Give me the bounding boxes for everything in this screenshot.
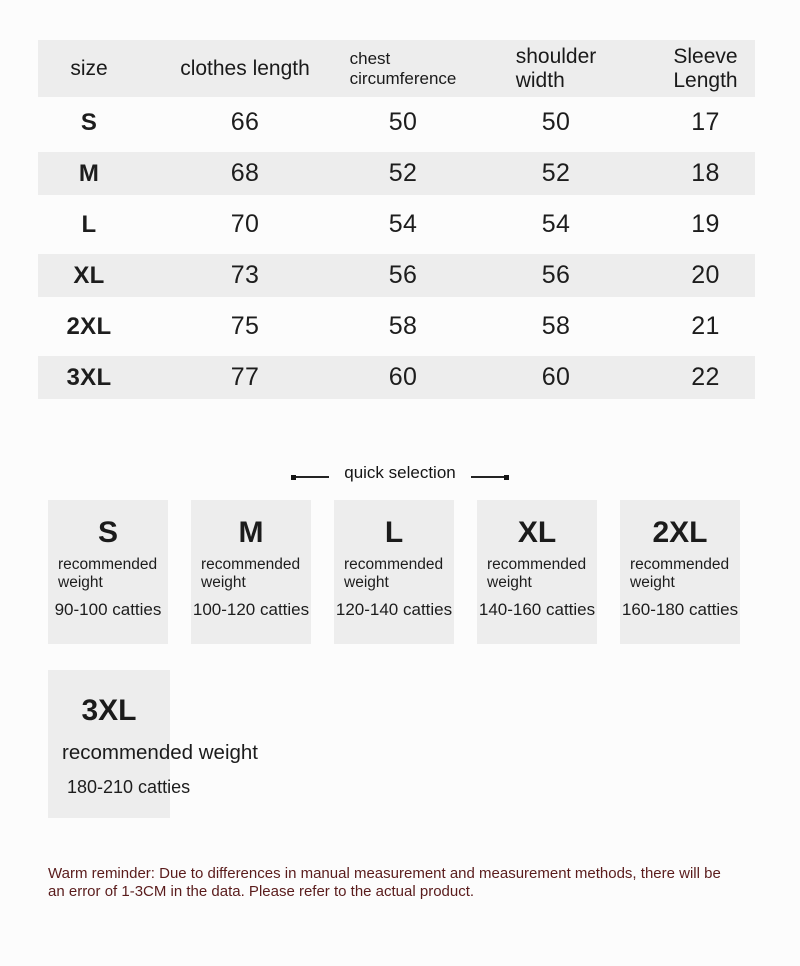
header-cell-size	[38, 40, 140, 97]
size-card-weight-label: recommended weight	[630, 556, 730, 591]
quick-selection-label: quick selection	[344, 463, 456, 482]
size-card-letter: XL	[517, 516, 557, 549]
header-label-clothes-length: clothes length	[180, 56, 310, 80]
size-card-3xl	[48, 670, 258, 818]
size-card-weight-range: 160-180 catties	[621, 599, 739, 619]
divider-right-line	[471, 476, 504, 478]
size-card-weight-label: recommended weight	[201, 556, 301, 591]
header-label-shoulder-width: shoulder width	[515, 44, 597, 92]
table-cell-clothes-length: 66	[230, 108, 260, 136]
table-row-xl	[38, 250, 755, 301]
size-card-weight-label: recommended weight	[344, 556, 444, 591]
header-cell-sleeve-length	[656, 40, 755, 97]
header-label-sleeve-length: Sleeve Length	[673, 44, 738, 92]
table-cell-chest: 54	[388, 210, 418, 238]
table-cell-size: 3XL	[66, 363, 112, 391]
size-table	[38, 40, 755, 403]
table-cell-chest: 60	[388, 363, 418, 391]
size-card-weight-label: recommended weight	[58, 556, 158, 591]
divider-right-square	[504, 475, 509, 480]
quick-selection-divider	[0, 462, 800, 484]
size-card-letter: 3XL	[81, 694, 137, 727]
size-card-row	[48, 500, 740, 644]
table-cell-sleeve: 21	[691, 312, 720, 340]
size-card-weight-label: recommended weight	[62, 741, 258, 764]
table-cell-chest: 52	[388, 159, 418, 187]
table-cell-clothes-length: 70	[230, 210, 260, 238]
size-card-weight-label: recommended weight	[487, 556, 587, 591]
warm-reminder-text: Warm reminder: Due to differences in manual measurement and measurement methods, there will be an error of 1-3CM in the data. Please refer to the actual product.	[48, 865, 721, 900]
size-card-m	[191, 500, 311, 644]
table-cell-clothes-length: 73	[230, 261, 260, 289]
table-cell-chest: 56	[388, 261, 418, 289]
table-cell-clothes-length: 75	[230, 312, 260, 340]
table-cell-size: XL	[73, 261, 105, 289]
size-table-header-row	[38, 40, 755, 97]
size-card-weight-range: 120-140 catties	[335, 599, 453, 619]
header-cell-shoulder-width	[456, 40, 656, 97]
table-cell-sleeve: 22	[691, 363, 720, 391]
table-cell-sleeve: 17	[691, 108, 720, 136]
header-label-size: size	[70, 56, 108, 80]
table-cell-sleeve: 20	[691, 261, 720, 289]
size-card-letter: L	[384, 516, 404, 549]
table-cell-size: 2XL	[66, 312, 112, 340]
size-card-weight-range: 90-100 catties	[54, 599, 162, 619]
table-cell-size: L	[81, 210, 97, 238]
table-cell-shoulder: 56	[541, 261, 571, 289]
header-label-chest-circumference: chest circumference	[349, 49, 457, 88]
table-cell-shoulder: 52	[541, 159, 571, 187]
table-cell-chest: 50	[388, 108, 418, 136]
table-cell-shoulder: 50	[541, 108, 571, 136]
size-card-s	[48, 500, 168, 644]
size-card-weight-range: 140-160 catties	[478, 599, 596, 619]
divider-left-line	[296, 476, 329, 478]
table-cell-clothes-length: 77	[230, 363, 260, 391]
table-cell-sleeve: 18	[691, 159, 720, 187]
table-row-m	[38, 148, 755, 199]
table-cell-shoulder: 58	[541, 312, 571, 340]
size-card-weight-range: 180-210 catties	[67, 777, 191, 797]
size-card-2xl	[620, 500, 740, 644]
table-row-3xl	[38, 352, 755, 403]
table-row-2xl	[38, 301, 755, 352]
size-card-l	[334, 500, 454, 644]
table-row-s	[38, 97, 755, 148]
table-cell-clothes-length: 68	[230, 159, 260, 187]
table-cell-chest: 58	[388, 312, 418, 340]
table-cell-size: M	[78, 159, 100, 187]
table-cell-shoulder: 60	[541, 363, 571, 391]
table-row-l	[38, 199, 755, 250]
table-cell-size: S	[80, 108, 98, 136]
size-card-weight-range: 100-120 catties	[192, 599, 310, 619]
table-cell-sleeve: 19	[691, 210, 720, 238]
header-cell-clothes-length	[140, 40, 350, 97]
size-card-xl	[477, 500, 597, 644]
size-card-letter: 2XL	[652, 516, 708, 549]
size-card-letter: M	[238, 516, 264, 549]
table-cell-shoulder: 54	[541, 210, 571, 238]
header-cell-chest-circumference	[350, 40, 456, 97]
size-card-letter: S	[97, 516, 118, 549]
